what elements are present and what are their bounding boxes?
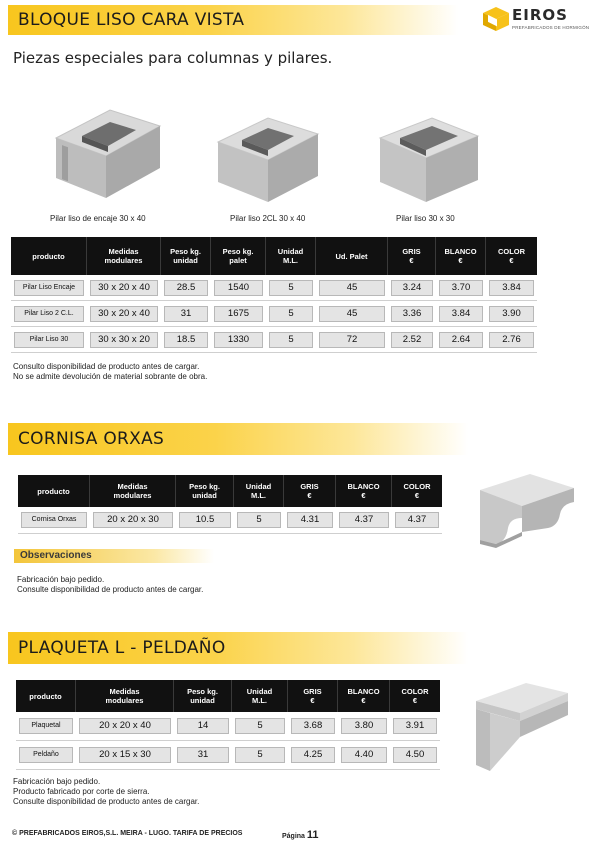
table-cell (390, 712, 440, 741)
product-caption: Pilar liso de encaje 30 x 40 (50, 214, 146, 223)
product-name: Pilar Liso 30 (14, 332, 84, 348)
cell-value: 3.84 (489, 280, 534, 296)
cell-value: 3.90 (489, 306, 534, 322)
col-header: producto (18, 475, 90, 507)
table-cell (232, 741, 288, 770)
product-name: Peldaño (19, 747, 73, 763)
col-header: Peso kg. unidad (161, 237, 211, 275)
table-row (16, 741, 440, 770)
cornisa-image (470, 470, 580, 550)
table-cell (316, 301, 388, 327)
table-cell (316, 327, 388, 353)
table-cell (211, 327, 266, 353)
cell-value: 20 x 20 x 30 (93, 512, 173, 528)
cell-value: 45 (319, 306, 385, 322)
table-cell (174, 741, 232, 770)
logo-tagline: PREFABRICADOS DE HORMIGÓN (512, 25, 590, 30)
section-title-banner (8, 423, 468, 455)
col-header: BLANCO € (338, 680, 390, 712)
col-header: Unidad M.L. (234, 475, 284, 507)
table-cell (390, 741, 440, 770)
table-cell (388, 275, 436, 301)
col-header: Medidas modulares (90, 475, 176, 507)
cell-value: 5 (235, 747, 285, 763)
product-name: Plaquetal (19, 718, 73, 734)
note-line: Consulte disponibilidad de producto antes de cargar. (13, 797, 200, 806)
table-cell (316, 275, 388, 301)
table-cell (436, 301, 486, 327)
cell-value: 5 (269, 332, 313, 348)
plaqueta-price-table (16, 680, 440, 770)
cell-value: 30 x 20 x 40 (90, 280, 158, 296)
cell-value: 3.24 (391, 280, 433, 296)
product-name: Cornisa Orxas (21, 512, 87, 528)
table-cell (161, 327, 211, 353)
cell-value: 2.76 (489, 332, 534, 348)
table-cell (161, 275, 211, 301)
page-title: BLOQUE LISO CARA VISTA (18, 10, 245, 30)
logo-text: EIROS (512, 6, 568, 24)
cell-value: 31 (164, 306, 208, 322)
col-header: Peso kg. palet (211, 237, 266, 275)
table-cell (11, 275, 87, 301)
cell-value: 30 x 20 x 40 (90, 306, 158, 322)
table-cell (76, 741, 174, 770)
table-row (16, 712, 440, 741)
cell-value: 5 (269, 280, 313, 296)
cell-value: 14 (177, 718, 229, 734)
col-header: Unidad M.L. (266, 237, 316, 275)
table-cell (338, 712, 390, 741)
note-line: Consulte disponibilidad de producto antes de cargar. (17, 585, 204, 594)
col-header: Peso kg. unidad (174, 680, 232, 712)
cell-value: 5 (269, 306, 313, 322)
col-header: producto (11, 237, 87, 275)
table-row (11, 301, 537, 327)
table-cell (288, 712, 338, 741)
col-header: Unidad M.L. (232, 680, 288, 712)
page-subtitle: Piezas especiales para columnas y pilares. (13, 49, 333, 67)
table-cell (16, 712, 76, 741)
cell-value: 28.5 (164, 280, 208, 296)
table-cell (211, 301, 266, 327)
cell-value: 5 (237, 512, 281, 528)
table-cell (388, 301, 436, 327)
table-cell (436, 275, 486, 301)
table-cell (90, 507, 176, 534)
page-label: Página (282, 833, 305, 840)
note-line: No se admite devolución de material sobrante de obra. (13, 372, 208, 381)
cell-value: 72 (319, 332, 385, 348)
footer-copyright: © PREFABRICADOS EIROS,S.L. MEIRA - LUGO. TARIFA DE PRECIOS (12, 830, 243, 837)
col-header: GRIS € (388, 237, 436, 275)
col-header: Medidas modulares (76, 680, 174, 712)
col-header: Peso kg. unidad (176, 475, 234, 507)
page-number-value: 11 (306, 829, 319, 841)
cell-value: 20 x 15 x 30 (79, 747, 171, 763)
col-header: COLOR € (486, 237, 537, 275)
observations-header: Observaciones (14, 549, 214, 563)
table-cell (174, 712, 232, 741)
table-cell (436, 327, 486, 353)
cell-value: 4.40 (341, 747, 387, 763)
note-line: Consulto disponibilidad de producto antes de cargar. (13, 362, 200, 371)
cell-value: 3.68 (291, 718, 335, 734)
notes-block (17, 575, 203, 595)
block-30x30-image (372, 108, 484, 208)
product-caption: Pilar liso 30 x 30 (396, 214, 455, 223)
table-cell (87, 301, 161, 327)
logo-cube-icon (482, 6, 510, 32)
table-cell (336, 507, 392, 534)
cell-value: 2.64 (439, 332, 483, 348)
table-row (18, 507, 442, 534)
cell-value: 4.37 (395, 512, 439, 528)
cell-value: 1330 (214, 332, 263, 348)
table-cell (211, 275, 266, 301)
cell-value: 4.25 (291, 747, 335, 763)
col-header: GRIS € (284, 475, 336, 507)
table-cell (16, 741, 76, 770)
table-cell (266, 301, 316, 327)
table-cell (234, 507, 284, 534)
table-cell (266, 327, 316, 353)
cell-value: 20 x 20 x 40 (79, 718, 171, 734)
cell-value: 1540 (214, 280, 263, 296)
block-2cl-image (212, 108, 324, 208)
table-cell (288, 741, 338, 770)
col-header: producto (16, 680, 76, 712)
notes-block (13, 362, 207, 382)
product-name: Pilar Liso Encaje (14, 280, 84, 296)
cell-value: 10.5 (179, 512, 231, 528)
col-header: Ud. Palet (316, 237, 388, 275)
section-title: PLAQUETA L - PELDAÑO (18, 638, 226, 658)
cell-value: 30 x 30 x 20 (90, 332, 158, 348)
table-cell (161, 301, 211, 327)
col-header: BLANCO € (336, 475, 392, 507)
table-cell (176, 507, 234, 534)
note-line: Fabricación bajo pedido. (17, 575, 105, 584)
eiros-logo (482, 6, 592, 36)
plaqueta-l-image (468, 675, 578, 775)
table-cell (388, 327, 436, 353)
cell-value: 1675 (214, 306, 263, 322)
note-line: Producto fabricado por corte de sierra. (13, 787, 150, 796)
table-cell (338, 741, 390, 770)
table-cell (18, 507, 90, 534)
cell-value: 3.36 (391, 306, 433, 322)
section-title-banner (8, 5, 458, 35)
section-title: CORNISA ORXAS (18, 429, 165, 449)
table-cell (486, 301, 537, 327)
product-caption: Pilar liso 2CL 30 x 40 (230, 214, 306, 223)
col-header: COLOR € (392, 475, 442, 507)
table-cell (87, 275, 161, 301)
table-cell (392, 507, 442, 534)
cell-value: 2.52 (391, 332, 433, 348)
table-cell (284, 507, 336, 534)
notes-block (13, 777, 199, 807)
table-row (11, 327, 537, 353)
table-cell (232, 712, 288, 741)
cornisa-price-table (18, 475, 442, 534)
page-number (282, 829, 319, 841)
block-encaje-image (48, 100, 168, 205)
col-header: BLANCO € (436, 237, 486, 275)
table-cell (486, 275, 537, 301)
cell-value: 45 (319, 280, 385, 296)
col-header: Medidas modulares (87, 237, 161, 275)
table-cell (11, 327, 87, 353)
cell-value: 5 (235, 718, 285, 734)
table-cell (486, 327, 537, 353)
cell-value: 3.91 (393, 718, 437, 734)
cell-value: 18.5 (164, 332, 208, 348)
cell-value: 4.31 (287, 512, 333, 528)
cell-value: 3.84 (439, 306, 483, 322)
cell-value: 4.37 (339, 512, 389, 528)
section-title-banner (8, 632, 468, 664)
table-cell (266, 275, 316, 301)
col-header: GRIS € (288, 680, 338, 712)
cell-value: 4.50 (393, 747, 437, 763)
table-cell (87, 327, 161, 353)
cell-value: 3.70 (439, 280, 483, 296)
table-row (11, 275, 537, 301)
cell-value: 3.80 (341, 718, 387, 734)
col-header: COLOR € (390, 680, 440, 712)
pillar-price-table (11, 237, 537, 353)
table-cell (11, 301, 87, 327)
table-cell (76, 712, 174, 741)
note-line: Fabricación bajo pedido. (13, 777, 101, 786)
product-name: Pilar Liso 2 C.L. (14, 306, 84, 322)
cell-value: 31 (177, 747, 229, 763)
